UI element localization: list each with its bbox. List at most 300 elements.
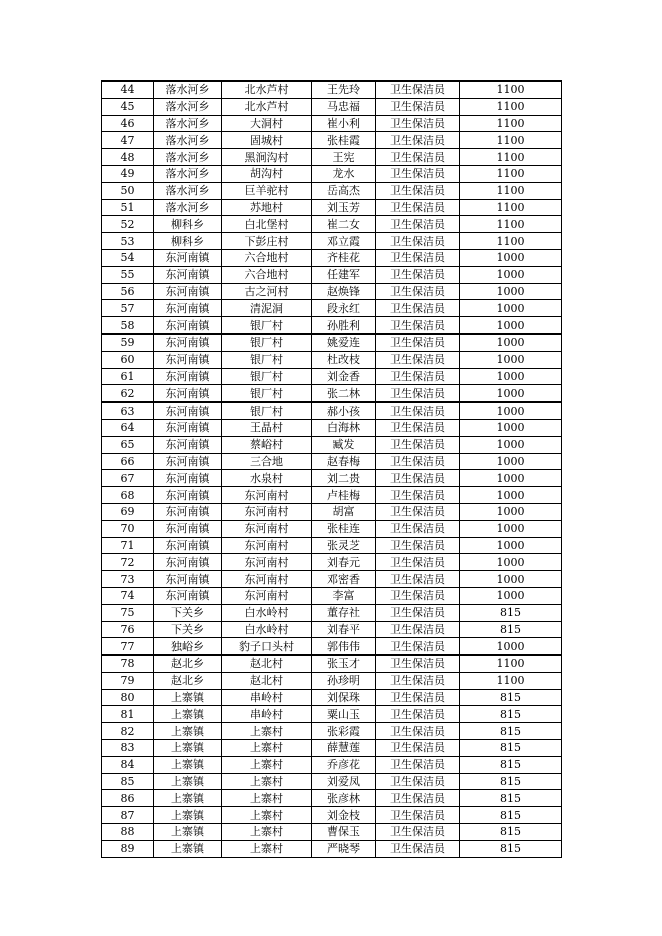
amount-cell: 815: [460, 689, 562, 706]
township-cell: 落水河乡: [154, 81, 222, 98]
village-cell: 巨羊驼村: [222, 182, 312, 199]
amount-cell: 1000: [460, 470, 562, 487]
position-cell: 卫生保洁员: [376, 233, 460, 250]
row-number-cell: 67: [102, 470, 154, 487]
township-cell: 东河南镇: [154, 419, 222, 436]
village-cell: 东河南村: [222, 571, 312, 588]
township-cell: 柳科乡: [154, 233, 222, 250]
township-cell: 东河南镇: [154, 300, 222, 317]
name-cell: 白海林: [312, 419, 376, 436]
amount-cell: 1100: [460, 655, 562, 672]
village-cell: 北水芦村: [222, 81, 312, 98]
row-number-cell: 70: [102, 520, 154, 537]
position-cell: 卫生保洁员: [376, 81, 460, 98]
township-cell: 赵北乡: [154, 672, 222, 689]
position-cell: 卫生保洁员: [376, 689, 460, 706]
village-cell: 上寨村: [222, 740, 312, 757]
township-cell: 东河南镇: [154, 368, 222, 385]
village-cell: 赵北村: [222, 655, 312, 672]
name-cell: 刘玉芳: [312, 199, 376, 216]
amount-cell: 815: [460, 807, 562, 824]
name-cell: 段永红: [312, 300, 376, 317]
name-cell: 赵春梅: [312, 453, 376, 470]
name-cell: 刘金香: [312, 368, 376, 385]
township-cell: 东河南镇: [154, 470, 222, 487]
position-cell: 卫生保洁员: [376, 182, 460, 199]
table-row: [102, 216, 562, 233]
amount-cell: 1000: [460, 571, 562, 588]
village-cell: 上寨村: [222, 723, 312, 740]
township-cell: 上寨镇: [154, 790, 222, 807]
row-number-cell: 62: [102, 385, 154, 402]
table-row: [102, 824, 562, 841]
row-number-cell: 56: [102, 283, 154, 300]
row-number-cell: 60: [102, 351, 154, 368]
position-cell: 卫生保洁员: [376, 132, 460, 149]
village-cell: 固城村: [222, 132, 312, 149]
township-cell: 落水河乡: [154, 165, 222, 182]
township-cell: 东河南镇: [154, 520, 222, 537]
village-cell: 三合地: [222, 453, 312, 470]
village-cell: 银厂村: [222, 351, 312, 368]
amount-cell: 815: [460, 740, 562, 757]
table-row: [102, 233, 562, 250]
village-cell: 东河南村: [222, 554, 312, 571]
amount-cell: 1100: [460, 98, 562, 115]
row-number-cell: 87: [102, 807, 154, 824]
township-cell: 独峪乡: [154, 638, 222, 655]
row-number-cell: 63: [102, 402, 154, 419]
township-cell: 上寨镇: [154, 723, 222, 740]
township-cell: 柳科乡: [154, 216, 222, 233]
village-cell: 上寨村: [222, 773, 312, 790]
village-cell: 东河南村: [222, 520, 312, 537]
row-number-cell: 74: [102, 587, 154, 604]
village-cell: 串岭村: [222, 689, 312, 706]
position-cell: 卫生保洁员: [376, 740, 460, 757]
township-cell: 东河南镇: [154, 503, 222, 520]
township-cell: 东河南镇: [154, 571, 222, 588]
township-cell: 下关乡: [154, 604, 222, 621]
amount-cell: 1000: [460, 368, 562, 385]
village-cell: 东河南村: [222, 487, 312, 504]
township-cell: 东河南镇: [154, 385, 222, 402]
position-cell: 卫生保洁员: [376, 351, 460, 368]
village-cell: 王晶村: [222, 419, 312, 436]
township-cell: 上寨镇: [154, 773, 222, 790]
village-cell: 东河南村: [222, 503, 312, 520]
name-cell: 岳高杰: [312, 182, 376, 199]
row-number-cell: 77: [102, 638, 154, 655]
row-number-cell: 52: [102, 216, 154, 233]
row-number-cell: 64: [102, 419, 154, 436]
amount-cell: 1000: [460, 249, 562, 266]
township-cell: 上寨镇: [154, 824, 222, 841]
table-row: [102, 604, 562, 621]
position-cell: 卫生保洁员: [376, 368, 460, 385]
row-number-cell: 45: [102, 98, 154, 115]
amount-cell: 1000: [460, 402, 562, 419]
row-number-cell: 51: [102, 199, 154, 216]
table-row: [102, 706, 562, 723]
name-cell: 孙珍明: [312, 672, 376, 689]
name-cell: 张桂连: [312, 520, 376, 537]
position-cell: 卫生保洁员: [376, 655, 460, 672]
name-cell: 刘金枝: [312, 807, 376, 824]
row-number-cell: 53: [102, 233, 154, 250]
position-cell: 卫生保洁员: [376, 470, 460, 487]
name-cell: 卢桂梅: [312, 487, 376, 504]
amount-cell: 815: [460, 840, 562, 857]
township-cell: 东河南镇: [154, 249, 222, 266]
amount-cell: 1000: [460, 554, 562, 571]
township-cell: 东河南镇: [154, 436, 222, 453]
roster-table: [101, 80, 562, 858]
township-cell: 上寨镇: [154, 689, 222, 706]
row-number-cell: 48: [102, 149, 154, 166]
position-cell: 卫生保洁员: [376, 723, 460, 740]
row-number-cell: 82: [102, 723, 154, 740]
township-cell: 东河南镇: [154, 537, 222, 554]
row-number-cell: 61: [102, 368, 154, 385]
position-cell: 卫生保洁员: [376, 419, 460, 436]
table-row: [102, 132, 562, 149]
position-cell: 卫生保洁员: [376, 756, 460, 773]
row-number-cell: 83: [102, 740, 154, 757]
amount-cell: 1000: [460, 453, 562, 470]
position-cell: 卫生保洁员: [376, 840, 460, 857]
position-cell: 卫生保洁员: [376, 824, 460, 841]
name-cell: 任建军: [312, 266, 376, 283]
name-cell: 张灵芝: [312, 537, 376, 554]
position-cell: 卫生保洁员: [376, 604, 460, 621]
row-number-cell: 58: [102, 317, 154, 334]
position-cell: 卫生保洁员: [376, 98, 460, 115]
table-row: [102, 402, 562, 419]
amount-cell: 1000: [460, 487, 562, 504]
name-cell: 邓密香: [312, 571, 376, 588]
position-cell: 卫生保洁员: [376, 773, 460, 790]
township-cell: 落水河乡: [154, 98, 222, 115]
name-cell: 王宪: [312, 149, 376, 166]
name-cell: 邓立霞: [312, 233, 376, 250]
village-cell: 银厂村: [222, 385, 312, 402]
village-cell: 上寨村: [222, 756, 312, 773]
row-number-cell: 75: [102, 604, 154, 621]
row-number-cell: 89: [102, 840, 154, 857]
township-cell: 东河南镇: [154, 317, 222, 334]
name-cell: 刘保珠: [312, 689, 376, 706]
name-cell: 郝小孩: [312, 402, 376, 419]
name-cell: 马忠福: [312, 98, 376, 115]
name-cell: 刘春元: [312, 554, 376, 571]
table-row: [102, 199, 562, 216]
township-cell: 东河南镇: [154, 334, 222, 351]
row-number-cell: 68: [102, 487, 154, 504]
village-cell: 上寨村: [222, 840, 312, 857]
name-cell: 张玉才: [312, 655, 376, 672]
township-cell: 上寨镇: [154, 756, 222, 773]
village-cell: 北水芦村: [222, 98, 312, 115]
row-number-cell: 50: [102, 182, 154, 199]
amount-cell: 1100: [460, 149, 562, 166]
position-cell: 卫生保洁员: [376, 317, 460, 334]
position-cell: 卫生保洁员: [376, 503, 460, 520]
position-cell: 卫生保洁员: [376, 487, 460, 504]
township-cell: 东河南镇: [154, 283, 222, 300]
row-number-cell: 69: [102, 503, 154, 520]
village-cell: 上寨村: [222, 807, 312, 824]
row-number-cell: 49: [102, 165, 154, 182]
amount-cell: 815: [460, 621, 562, 638]
table-row: [102, 621, 562, 638]
township-cell: 东河南镇: [154, 453, 222, 470]
table-row: [102, 419, 562, 436]
table-row: [102, 587, 562, 604]
amount-cell: 1100: [460, 233, 562, 250]
amount-cell: 1000: [460, 436, 562, 453]
name-cell: 胡富: [312, 503, 376, 520]
amount-cell: 1000: [460, 266, 562, 283]
name-cell: 张二林: [312, 385, 376, 402]
name-cell: 乔彦花: [312, 756, 376, 773]
village-cell: 上寨村: [222, 790, 312, 807]
village-cell: 六合地村: [222, 266, 312, 283]
amount-cell: 1000: [460, 520, 562, 537]
amount-cell: 815: [460, 790, 562, 807]
table-row: [102, 537, 562, 554]
table-row: [102, 756, 562, 773]
row-number-cell: 84: [102, 756, 154, 773]
name-cell: 薛慧莲: [312, 740, 376, 757]
township-cell: 赵北乡: [154, 655, 222, 672]
township-cell: 东河南镇: [154, 266, 222, 283]
table-row: [102, 368, 562, 385]
amount-cell: 1100: [460, 216, 562, 233]
table-row: [102, 689, 562, 706]
township-cell: 落水河乡: [154, 115, 222, 132]
amount-cell: 1000: [460, 300, 562, 317]
village-cell: 大洞村: [222, 115, 312, 132]
table-row: [102, 773, 562, 790]
amount-cell: 815: [460, 723, 562, 740]
name-cell: 龙水: [312, 165, 376, 182]
row-number-cell: 76: [102, 621, 154, 638]
table-row: [102, 672, 562, 689]
table-row: [102, 283, 562, 300]
table-row: [102, 503, 562, 520]
village-cell: 水泉村: [222, 470, 312, 487]
township-cell: 上寨镇: [154, 706, 222, 723]
row-number-cell: 55: [102, 266, 154, 283]
row-number-cell: 71: [102, 537, 154, 554]
table-row: [102, 317, 562, 334]
name-cell: 张桂霞: [312, 132, 376, 149]
position-cell: 卫生保洁员: [376, 334, 460, 351]
township-cell: 下关乡: [154, 621, 222, 638]
table-row: [102, 351, 562, 368]
amount-cell: 1000: [460, 334, 562, 351]
name-cell: 严晓琴: [312, 840, 376, 857]
village-cell: 东河南村: [222, 537, 312, 554]
name-cell: 赵焕锋: [312, 283, 376, 300]
table-row: [102, 115, 562, 132]
table-row: [102, 638, 562, 655]
village-cell: 白水岭村: [222, 604, 312, 621]
row-number-cell: 44: [102, 81, 154, 98]
table-row: [102, 165, 562, 182]
amount-cell: 815: [460, 756, 562, 773]
amount-cell: 1000: [460, 283, 562, 300]
township-cell: 上寨镇: [154, 807, 222, 824]
village-cell: 银厂村: [222, 334, 312, 351]
table-row: [102, 487, 562, 504]
township-cell: 东河南镇: [154, 554, 222, 571]
position-cell: 卫生保洁员: [376, 402, 460, 419]
township-cell: 落水河乡: [154, 132, 222, 149]
amount-cell: 1000: [460, 351, 562, 368]
village-cell: 下彭庄村: [222, 233, 312, 250]
position-cell: 卫生保洁员: [376, 165, 460, 182]
position-cell: 卫生保洁员: [376, 149, 460, 166]
township-cell: 落水河乡: [154, 149, 222, 166]
row-number-cell: 80: [102, 689, 154, 706]
village-cell: 银厂村: [222, 317, 312, 334]
name-cell: 刘二贵: [312, 470, 376, 487]
position-cell: 卫生保洁员: [376, 706, 460, 723]
township-cell: 东河南镇: [154, 402, 222, 419]
row-number-cell: 59: [102, 334, 154, 351]
row-number-cell: 66: [102, 453, 154, 470]
name-cell: 齐桂花: [312, 249, 376, 266]
village-cell: 赵北村: [222, 672, 312, 689]
position-cell: 卫生保洁员: [376, 520, 460, 537]
amount-cell: 1100: [460, 81, 562, 98]
amount-cell: 815: [460, 706, 562, 723]
village-cell: 豹子口头村: [222, 638, 312, 655]
village-cell: 苏地村: [222, 199, 312, 216]
name-cell: 刘春平: [312, 621, 376, 638]
amount-cell: 1000: [460, 385, 562, 402]
township-cell: 东河南镇: [154, 487, 222, 504]
township-cell: 上寨镇: [154, 740, 222, 757]
table-row: [102, 453, 562, 470]
table-row: [102, 655, 562, 672]
table-row: [102, 182, 562, 199]
amount-cell: 1100: [460, 115, 562, 132]
row-number-cell: 73: [102, 571, 154, 588]
row-number-cell: 85: [102, 773, 154, 790]
village-cell: 东河南村: [222, 587, 312, 604]
village-cell: 清泥洞: [222, 300, 312, 317]
row-number-cell: 78: [102, 655, 154, 672]
table-row: [102, 723, 562, 740]
position-cell: 卫生保洁员: [376, 672, 460, 689]
township-cell: 东河南镇: [154, 587, 222, 604]
roster-table-body: [102, 81, 562, 857]
table-row: [102, 249, 562, 266]
row-number-cell: 57: [102, 300, 154, 317]
village-cell: 串岭村: [222, 706, 312, 723]
township-cell: 落水河乡: [154, 199, 222, 216]
position-cell: 卫生保洁员: [376, 300, 460, 317]
position-cell: 卫生保洁员: [376, 385, 460, 402]
amount-cell: 1100: [460, 132, 562, 149]
amount-cell: 1000: [460, 503, 562, 520]
table-row: [102, 520, 562, 537]
village-cell: 蔡峪村: [222, 436, 312, 453]
table-row: [102, 790, 562, 807]
name-cell: 臧发: [312, 436, 376, 453]
row-number-cell: 47: [102, 132, 154, 149]
amount-cell: 1000: [460, 419, 562, 436]
table-row: [102, 149, 562, 166]
name-cell: 郭伟伟: [312, 638, 376, 655]
table-row: [102, 81, 562, 98]
row-number-cell: 54: [102, 249, 154, 266]
name-cell: 张彩霞: [312, 723, 376, 740]
position-cell: 卫生保洁员: [376, 453, 460, 470]
position-cell: 卫生保洁员: [376, 807, 460, 824]
position-cell: 卫生保洁员: [376, 199, 460, 216]
amount-cell: 1000: [460, 638, 562, 655]
name-cell: 崔小利: [312, 115, 376, 132]
position-cell: 卫生保洁员: [376, 790, 460, 807]
position-cell: 卫生保洁员: [376, 554, 460, 571]
table-row: [102, 470, 562, 487]
amount-cell: 1000: [460, 537, 562, 554]
table-row: [102, 807, 562, 824]
table-row: [102, 436, 562, 453]
amount-cell: 1100: [460, 672, 562, 689]
table-row: [102, 334, 562, 351]
name-cell: 姚爱连: [312, 334, 376, 351]
name-cell: 崔二女: [312, 216, 376, 233]
amount-cell: 815: [460, 824, 562, 841]
amount-cell: 1100: [460, 199, 562, 216]
table-row: [102, 300, 562, 317]
amount-cell: 1100: [460, 165, 562, 182]
village-cell: 黑涧沟村: [222, 149, 312, 166]
township-cell: 落水河乡: [154, 182, 222, 199]
village-cell: 银厂村: [222, 402, 312, 419]
name-cell: 粟山玉: [312, 706, 376, 723]
position-cell: 卫生保洁员: [376, 436, 460, 453]
name-cell: 王先玲: [312, 81, 376, 98]
position-cell: 卫生保洁员: [376, 216, 460, 233]
village-cell: 六合地村: [222, 249, 312, 266]
village-cell: 古之河村: [222, 283, 312, 300]
position-cell: 卫生保洁员: [376, 571, 460, 588]
table-row: [102, 840, 562, 857]
position-cell: 卫生保洁员: [376, 587, 460, 604]
table-row: [102, 554, 562, 571]
village-cell: 上寨村: [222, 824, 312, 841]
township-cell: 上寨镇: [154, 840, 222, 857]
position-cell: 卫生保洁员: [376, 621, 460, 638]
row-number-cell: 46: [102, 115, 154, 132]
row-number-cell: 88: [102, 824, 154, 841]
village-cell: 胡沟村: [222, 165, 312, 182]
table-row: [102, 740, 562, 757]
position-cell: 卫生保洁员: [376, 249, 460, 266]
amount-cell: 815: [460, 604, 562, 621]
amount-cell: 1100: [460, 182, 562, 199]
name-cell: 刘爱凤: [312, 773, 376, 790]
name-cell: 孙胜利: [312, 317, 376, 334]
row-number-cell: 86: [102, 790, 154, 807]
position-cell: 卫生保洁员: [376, 537, 460, 554]
